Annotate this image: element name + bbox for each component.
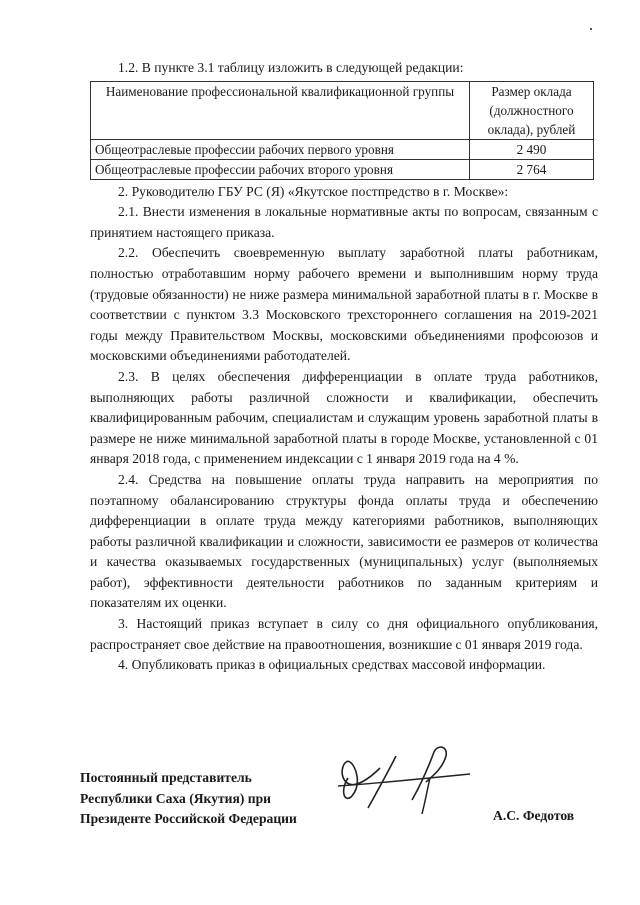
item-4: 4. Опубликовать приказ в официальных средствах массовой информации. bbox=[118, 657, 546, 673]
item-3: 3. Настоящий приказ вступает в силу со дня официального опубликования, распространяет свое действие на правоотношения, возникшие с 01 января 2019 года. bbox=[90, 616, 598, 652]
table-header-name: Наименование профессиональной квалификационной группы bbox=[91, 81, 470, 139]
salary-table bbox=[90, 81, 594, 180]
table-row bbox=[91, 139, 594, 159]
table-cell-group: Общеотраслевые профессии рабочих второго уровня bbox=[91, 159, 470, 179]
item-2-3: 2.3. В целях обеспечения дифференциации в оплате труда работников, выполняющих работы различной сложности и квалификации, обеспечить квалифицированным рабочим, специалистам и служащим уровень заработной платы в размере не ниже минимальной заработной платы в городе Москве, установленной с 01 января 2018 года, с применением индексации с 1 января 2019 года на 4 %. bbox=[90, 368, 598, 467]
signatory-name: А.С. Федотов bbox=[493, 808, 575, 823]
table-cell-group: Общеотраслевые профессии рабочих первого уровня bbox=[91, 139, 470, 159]
table-cell-salary: 2 490 bbox=[470, 139, 594, 159]
position-line: Постоянный представитель bbox=[80, 770, 252, 785]
item-2-2: 2.2. Обеспечить своевременную выплату заработной платы работникам, полностью отработавшим норму рабочего времени и выполнившим норму труда (трудовые обязанности) не ниже размера минимальной заработной платы в г. Москве в соответствии с пунктом 3.3 Московского трехстороннего соглашения на 2019-2021 годы между Правительством Москвы, московскими объединениями профсоюзов и московскими объединениями работодателей. bbox=[90, 245, 598, 364]
handwritten-signature-icon bbox=[330, 738, 480, 818]
scan-speck bbox=[590, 28, 592, 30]
signatory-position bbox=[80, 768, 297, 830]
table-row bbox=[91, 159, 594, 179]
item-2-1: 2.1. Внести изменения в локальные нормативные акты по вопросам, связанным с принятием настоящего приказа. bbox=[90, 204, 598, 240]
position-line: Президенте Российской Федерации bbox=[80, 811, 297, 826]
item-2: 2. Руководителю ГБУ РС (Я) «Якутское постпредство в г. Москве»: bbox=[118, 183, 509, 199]
table-header-salary: Размер оклада (должностного оклада), рублей bbox=[470, 81, 594, 139]
item-2-4: 2.4. Средства на повышение оплаты труда направить на мероприятия по поэтапному обалансированию структуры фонда оплаты труда и обеспечению дифференциации в оплате труда между категориями работников, выполняющих работы различной квалификации и сложности, зависимости ее размеров от количества и качества оказываемых государственных (муниципальных) услуг (выполняемых работ), эффективности деятельности работников по заданным критериям и показателям их оценки. bbox=[90, 471, 598, 611]
item-1-2: 1.2. В пункте 3.1 таблицу изложить в следующей редакции: bbox=[118, 60, 464, 75]
position-line: Республики Саха (Якутия) при bbox=[80, 790, 272, 806]
document-body bbox=[90, 58, 598, 676]
table-cell-salary: 2 764 bbox=[470, 159, 594, 179]
table-header-row bbox=[91, 81, 594, 139]
